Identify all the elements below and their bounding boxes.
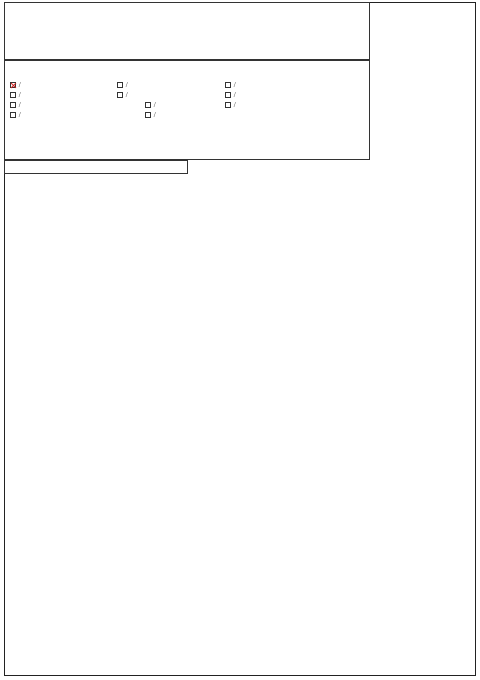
visita-familiares-checkbox[interactable] bbox=[225, 82, 231, 88]
field-21-purpose bbox=[4, 60, 370, 160]
otro-checkbox[interactable] bbox=[145, 112, 151, 118]
deporte-checkbox[interactable] bbox=[117, 92, 123, 98]
field-22-destination-member-states-revolution[interactable] bbox=[4, 160, 188, 174]
option-estudios[interactable]: / bbox=[145, 101, 156, 109]
option-visita-oficial[interactable]: / bbox=[225, 91, 236, 99]
option-cultural[interactable]: / bbox=[10, 91, 21, 99]
option-deporte[interactable]: / bbox=[117, 91, 128, 99]
visita-oficial-checkbox[interactable] bbox=[225, 92, 231, 98]
option-motivos-medicos[interactable]: / bbox=[10, 101, 21, 109]
field-20-employer[interactable] bbox=[4, 2, 370, 60]
option-turismo[interactable]: / bbox=[10, 81, 21, 89]
transito-aeroportuario-checkbox[interactable] bbox=[10, 112, 16, 118]
transito-checkbox[interactable] bbox=[225, 102, 231, 108]
turismo-checkbox[interactable] bbox=[10, 82, 16, 88]
option-negocios[interactable]: / bbox=[117, 81, 128, 89]
estudios-checkbox[interactable] bbox=[145, 102, 151, 108]
option-transito[interactable]: / bbox=[225, 101, 236, 109]
cultural-checkbox[interactable] bbox=[10, 92, 16, 98]
motivos-medicos-checkbox[interactable] bbox=[10, 102, 16, 108]
option-otro[interactable]: / bbox=[145, 111, 156, 119]
option-transito-aeroportuario[interactable]: / bbox=[10, 111, 21, 119]
option-visita-familiares[interactable]: / bbox=[225, 81, 236, 89]
negocios-checkbox[interactable] bbox=[117, 82, 123, 88]
